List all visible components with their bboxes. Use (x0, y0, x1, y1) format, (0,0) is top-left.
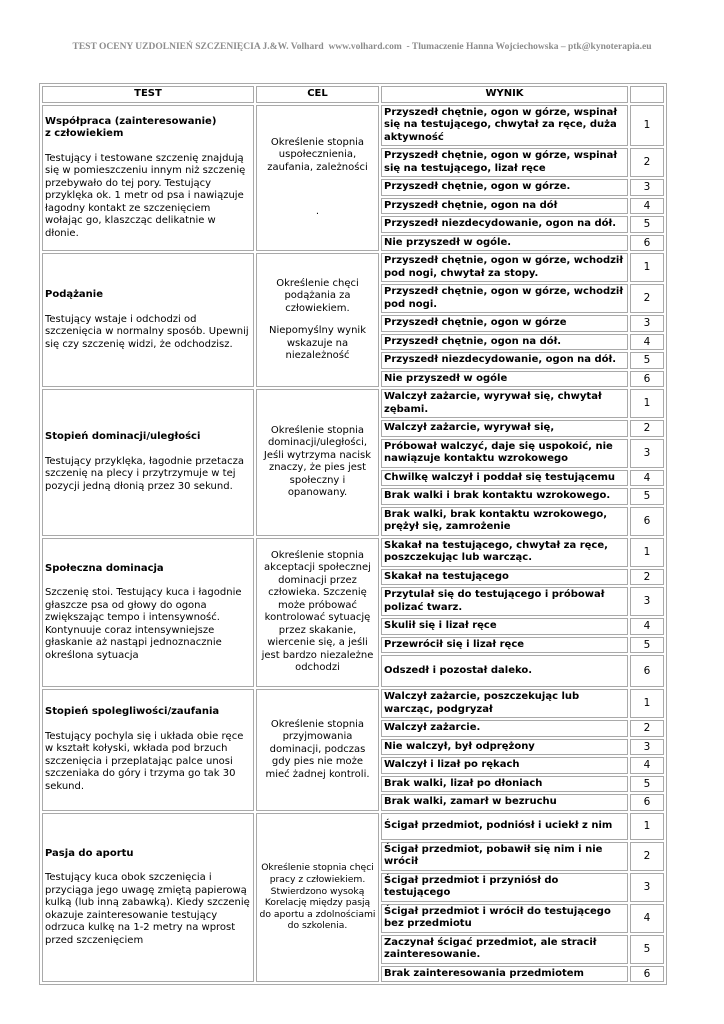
goal-block (259, 550, 376, 675)
result-text: Nie walczył, był odprężony (381, 739, 628, 756)
result-score: 6 (630, 794, 664, 811)
test-description: Testujący pochyla się i układa obie ręce w kształt kołyski, wkłada pod brzuch szczenięcia i przeplatając palce unosi szczeniaka do góry i trzyma go tak 30 sekund. (45, 730, 244, 792)
result-score: 1 (630, 538, 664, 567)
table-row (42, 689, 664, 718)
result-score: 4 (630, 757, 664, 774)
goal-text: Określenie stopnia dominacji/uległości, Jeśli wytrzyma nacisk znaczy, że pies jest społeczny i opanowany. (263, 424, 372, 499)
table-row (42, 105, 664, 147)
table-row (42, 538, 664, 567)
result-score: 4 (630, 618, 664, 635)
goal-block (259, 862, 376, 932)
result-text: Skakał na testującego (381, 569, 628, 586)
result-text: Brak walki, lizał po dłoniach (381, 776, 628, 793)
goal-text: Określenie stopnia akceptacji społecznej dominacji przez człowieka. Szczenię może próbować kontrolować sytuację przez skakanie, wiercenie się, a jeśli jest bardzo niezależne odchodzi (261, 549, 374, 674)
test-cell (42, 689, 254, 811)
result-text: Walczył i lizał po rękach (381, 757, 628, 774)
goal-cell (256, 813, 379, 983)
result-score: 6 (630, 966, 664, 983)
puppy-test-table (39, 83, 667, 985)
result-score: 2 (630, 842, 664, 871)
test-description: Testujący przyklęka, łagodnie przetacza szczenię na plecy i przytrzymuje w tej pozycji jedną dłonią przez 30 sekund. (45, 455, 244, 492)
result-text: Walczył zażarcie, poszczekując lub warcząc, podgryzał (381, 689, 628, 718)
document-header-line: TEST OCENY UZDOLNIEŃ SZCZENIĘCIA J.&W. Volhard www.volhard.com - Tlumaczenie Hanna Wojciechowska – ptk@kynoterapia.eu (72, 42, 652, 52)
test-cell (42, 389, 254, 536)
result-score: 2 (630, 569, 664, 586)
result-text: Przyszedł chętnie, ogon w górze, wchodził pod nogi. (381, 284, 628, 313)
result-score: 4 (630, 334, 664, 351)
goal-cell (256, 389, 379, 536)
result-score: 6 (630, 655, 664, 687)
result-text: Przyszedł chętnie, ogon w górze, wspinał się na testującego, lizał ręce (381, 148, 628, 177)
result-text: Przyszedł chętnie, ogon w górze. (381, 179, 628, 196)
table-row (42, 813, 664, 840)
result-score: 3 (630, 587, 664, 616)
goal-block (259, 278, 376, 363)
goal-text: . (315, 206, 320, 218)
goal-text: Określenie stopnia chęci pracy z człowiekiem. Stwierdzono wysoką Korelację między pasją do aportu a zdolnościami do szkolenia. (259, 862, 376, 932)
result-text: Ścigał przedmiot i przyniósł do testującego (381, 873, 628, 902)
result-score: 3 (630, 439, 664, 468)
result-text: Przyszedł chętnie, ogon w górze, wspinał się na testującego, chwytał za ręce, duża aktywność (381, 105, 628, 147)
table-row (42, 253, 664, 282)
test-title: Stopień spolegliwości/zaufania (45, 706, 220, 718)
result-score: 2 (630, 420, 664, 437)
result-text: Chwilkę walczył i poddał się testującemu (381, 470, 628, 487)
result-score: 1 (630, 689, 664, 718)
result-score: 2 (630, 148, 664, 177)
result-score: 6 (630, 235, 664, 252)
test-cell (42, 105, 254, 252)
result-score: 1 (630, 253, 664, 282)
result-text: Zaczynał ścigać przedmiot, ale stracił zainteresowanie. (381, 935, 628, 964)
result-score: 4 (630, 198, 664, 215)
result-text: Przyszedł chętnie, ogon na dół. (381, 334, 628, 351)
result-score: 6 (630, 371, 664, 388)
goal-block (259, 425, 376, 500)
result-score: 3 (630, 739, 664, 756)
result-text: Przewrócił się i lizał ręce (381, 637, 628, 654)
result-text: Przyszedł chętnie, ogon w górze (381, 315, 628, 332)
test-cell (42, 538, 254, 688)
result-score: 1 (630, 813, 664, 840)
test-cell (42, 813, 254, 983)
result-text: Walczył zażarcie, wyrywał się, (381, 420, 628, 437)
column-header-goal: CEL (256, 86, 379, 103)
test-description: Testujący wstaje i odchodzi od szczenięcia w normalny sposób. Upewnij się czy szczenię widzi, że odchodzisz. (45, 313, 249, 350)
goal-block (259, 719, 376, 782)
result-text: Brak walki, zamarł w bezruchu (381, 794, 628, 811)
result-score: 5 (630, 352, 664, 369)
test-title: Pasja do aportu (45, 847, 134, 859)
test-description: Szczenię stoi. Testujący kuca i łagodnie głaszcze psa od głowy do ogona zwiększając tempo i intensywność. Kontynuuje coraz intensywniejsze głaskanie aż nastąpi jednoznacznie określona sytuacja (45, 587, 242, 661)
result-score: 5 (630, 935, 664, 964)
result-score: 5 (630, 488, 664, 505)
test-title: Stopień dominacji/uległości (45, 431, 201, 443)
result-score: 2 (630, 720, 664, 737)
result-score: 5 (630, 637, 664, 654)
result-score: 5 (630, 216, 664, 233)
result-text: Nie przyszedł w ogóle. (381, 235, 628, 252)
goal-text: Określenie chęci podążania za człowiekiem. (276, 277, 359, 314)
result-text: Przyszedł niezdecydowanie, ogon na dół. (381, 216, 628, 233)
goal-text: Określenie stopnia przyjmowania dominacji, podczas gdy pies nie może mieć żadnej kontroli. (265, 718, 370, 780)
result-score: 6 (630, 507, 664, 536)
result-score: 4 (630, 904, 664, 933)
result-text: Brak walki, brak kontaktu wzrokowego, prężył się, zamrożenie (381, 507, 628, 536)
goal-cell (256, 538, 379, 688)
result-score: 3 (630, 873, 664, 902)
result-text: Skulił się i lizał ręce (381, 618, 628, 635)
result-score: 1 (630, 105, 664, 147)
result-score: 3 (630, 179, 664, 196)
goal-cell (256, 689, 379, 811)
goal-text: Określenie stopnia uspołecznienia, zaufania, zależności (267, 136, 368, 173)
result-score: 1 (630, 389, 664, 418)
result-text: Ścigał przedmiot i wrócił do testującego bez przedmiotu (381, 904, 628, 933)
result-text: Brak zainteresowania przedmiotem (381, 966, 628, 983)
test-cell (42, 253, 254, 387)
result-text: Ścigał przedmiot, pobawił się nim i nie wrócił (381, 842, 628, 871)
test-title: Podążanie (45, 289, 104, 300)
column-header-test: TEST (42, 86, 254, 103)
result-text: Przytulał się do testującego i próbował polizać twarz. (381, 587, 628, 616)
result-text: Skakał na testującego, chwytał za ręce, poszczekując lub warcząc. (381, 538, 628, 567)
result-text: Przyszedł niezdecydowanie, ogon na dół. (381, 352, 628, 369)
result-text: Przyszedł chętnie, ogon na dół (381, 198, 628, 215)
result-text: Nie przyszedł w ogóle (381, 371, 628, 388)
goal-text: Niepomyślny wynik wskazuje na niezależność (269, 325, 366, 361)
column-header-result: WYNIK (381, 86, 628, 103)
table-row (42, 389, 664, 418)
test-description: Testujący kuca obok szczenięcia i przyciąga jego uwagę zmiętą papierową kulką (lub inną zabawką). Kiedy szczenię okazuje zainteresowanie testujący odrzuca kulkę na 1-2 metry na wprost przed szczenięciem (45, 872, 250, 946)
column-header-score (630, 86, 664, 103)
result-score: 2 (630, 284, 664, 313)
goal-cell (256, 253, 379, 387)
result-text: Ścigał przedmiot, podniósł i uciekł z nim (381, 813, 628, 840)
result-score: 3 (630, 315, 664, 332)
result-text: Przyszedł chętnie, ogon w górze, wchodził pod nogi, chwytał za stopy. (381, 253, 628, 282)
result-score: 5 (630, 776, 664, 793)
goal-cell (256, 105, 379, 252)
result-text: Walczył zażarcie, wyrywał się, chwytał zębami. (381, 389, 628, 418)
result-text: Walczył zażarcie. (381, 720, 628, 737)
result-text: Odszedł i pozostał daleko. (381, 655, 628, 687)
table-header-row (42, 86, 664, 103)
test-title: Współpraca (zainteresowanie) z człowiekiem (45, 115, 217, 139)
result-text: Próbował walczyć, daje się uspokoić, nie nawiązuje kontaktu wzrokowego (381, 439, 628, 468)
result-score: 4 (630, 470, 664, 487)
result-text: Brak walki i brak kontaktu wzrokowego. (381, 488, 628, 505)
test-description: Testujący i testowane szczenię znajdują się w pomieszczeniu innym niż szczenię przebywało do tej pory. Testujący przyklęka ok. 1 metr od psa i nawiązuje łagodny kontakt ze szczenięciem wołając go, klaszcząc delikatnie w dłonie. (45, 152, 246, 239)
test-title: Społeczna dominacja (45, 562, 164, 574)
goal-block (259, 137, 376, 219)
